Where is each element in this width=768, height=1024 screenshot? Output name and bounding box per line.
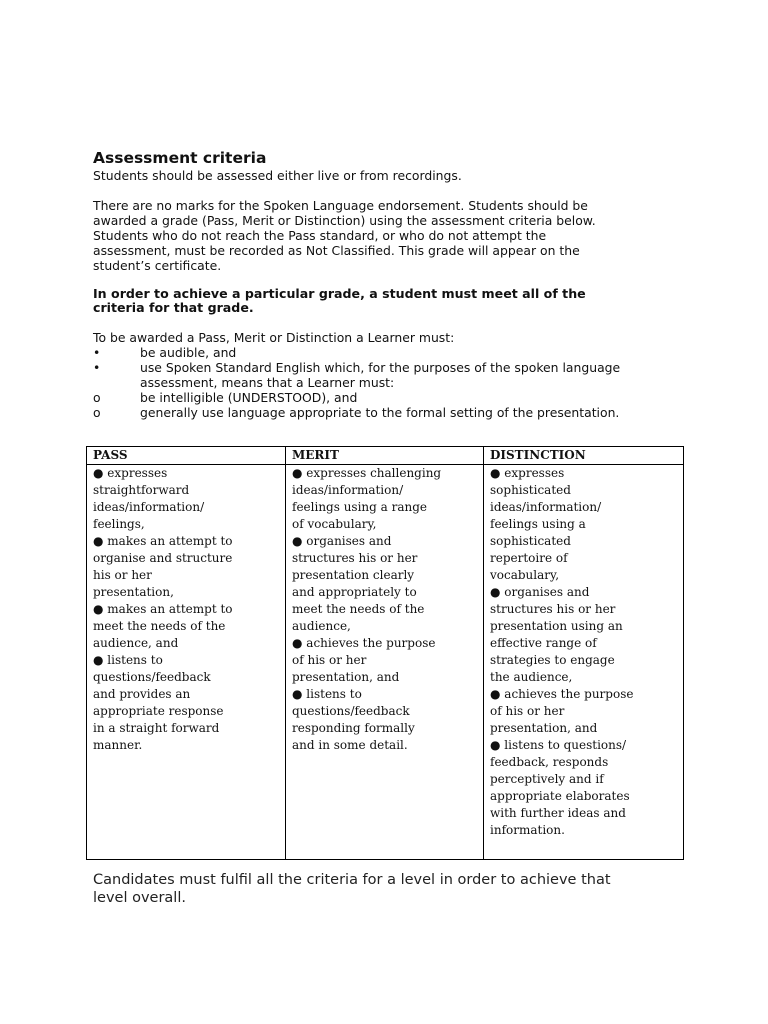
criteria-line: perceptively and if	[490, 772, 604, 786]
criteria-line: repertoire of	[490, 551, 568, 565]
list-item	[93, 405, 693, 420]
distinction-criteria-cell	[484, 465, 684, 860]
criteria-line: of vocabulary,	[292, 517, 377, 531]
list-item-text: be intelligible (UNDERSTOOD), and	[140, 390, 358, 405]
criteria-line: and appropriately to	[292, 585, 417, 599]
footer-note	[93, 871, 693, 907]
criteria-line: sophisticated	[490, 483, 571, 497]
criteria-table	[86, 446, 684, 860]
statement-line: criteria for that grade.	[93, 300, 254, 315]
sub-bullet-marker: o	[93, 390, 101, 405]
column-header-pass: PASS	[87, 447, 286, 465]
intro-text: Students should be assessed either live or from recordings.	[93, 168, 462, 183]
criteria-line: ● expresses	[93, 466, 168, 480]
criteria-line: questions/feedback	[292, 704, 410, 718]
paragraph-line: student’s certificate.	[93, 258, 222, 273]
list-item-text: generally use language appropriate to the formal setting of the presentation.	[140, 405, 620, 420]
criteria-line: ideas/information/	[93, 500, 205, 514]
criteria-line: ideas/information/	[490, 500, 602, 514]
paragraph-line: Students who do not reach the Pass standard, or who do not attempt the	[93, 228, 547, 243]
criteria-line: organise and structure	[93, 551, 233, 565]
list-item-text: assessment, means that a Learner must:	[140, 375, 395, 390]
bullet-marker: •	[93, 345, 101, 360]
criteria-line: information.	[490, 823, 565, 837]
paragraph-line: assessment, must be recorded as Not Classified. This grade will appear on the	[93, 243, 580, 258]
list-item-text: be audible, and	[140, 345, 237, 360]
criteria-line: questions/feedback	[93, 670, 211, 684]
criteria-line: presentation, and	[490, 721, 598, 735]
requirements-intro: To be awarded a Pass, Merit or Distinction a Learner must:	[93, 330, 455, 345]
criteria-line: meet the needs of the	[292, 602, 425, 616]
criteria-line: presentation,	[93, 585, 174, 599]
criteria-line: feedback, responds	[490, 755, 609, 769]
criteria-line: presentation using an	[490, 619, 623, 633]
column-header-distinction: DISTINCTION	[484, 447, 684, 465]
criteria-line: audience, and	[93, 636, 179, 650]
grade-requirement-statement	[93, 287, 693, 315]
footer-note-line: Candidates must fulfil all the criteria for a level in order to achieve that	[93, 872, 611, 888]
criteria-line: ● expresses	[490, 466, 565, 480]
criteria-line: ● listens to questions/	[490, 738, 627, 752]
criteria-line: of his or her	[490, 704, 565, 718]
criteria-line: manner.	[93, 738, 143, 752]
criteria-line: ideas/information/	[292, 483, 404, 497]
criteria-line: straightforward	[93, 483, 190, 497]
paragraph-line: awarded a grade (Pass, Merit or Distinction) using the assessment criteria below.	[93, 213, 596, 228]
criteria-line: and in some detail.	[292, 738, 408, 752]
criteria-line: ● makes an attempt to	[93, 602, 233, 616]
criteria-line: ● organises and	[490, 585, 590, 599]
list-item-text: use Spoken Standard English which, for the purposes of the spoken language	[140, 360, 621, 375]
criteria-line: effective range of	[490, 636, 597, 650]
criteria-line: audience,	[292, 619, 351, 633]
criteria-line: ● listens to	[93, 653, 163, 667]
criteria-line: ● expresses challenging	[292, 466, 442, 480]
criteria-line: ● achieves the purpose	[490, 687, 634, 701]
bullet-marker: •	[93, 360, 101, 375]
criteria-line: feelings using a	[490, 517, 586, 531]
criteria-line: vocabulary,	[490, 568, 560, 582]
footer-note-line: level overall.	[93, 890, 186, 906]
pass-criteria-cell	[87, 465, 286, 860]
criteria-line: of his or her	[292, 653, 367, 667]
criteria-line: presentation clearly	[292, 568, 415, 582]
criteria-line: ● makes an attempt to	[93, 534, 233, 548]
list-item	[93, 345, 693, 360]
list-item	[93, 360, 693, 375]
document-body	[93, 148, 693, 420]
criteria-line: presentation, and	[292, 670, 400, 684]
criteria-line: structures his or her	[292, 551, 418, 565]
criteria-line: structures his or her	[490, 602, 616, 616]
criteria-line: strategies to engage	[490, 653, 615, 667]
merit-criteria-cell	[286, 465, 484, 860]
criteria-line: meet the needs of the	[93, 619, 226, 633]
criteria-line: ● listens to	[292, 687, 362, 701]
criteria-line: in a straight forward	[93, 721, 220, 735]
criteria-line: ● organises and	[292, 534, 392, 548]
list-item	[93, 375, 693, 390]
paragraph-line: There are no marks for the Spoken Language endorsement. Students should be	[93, 198, 588, 213]
sub-bullet-marker: o	[93, 405, 101, 420]
criteria-line: with further ideas and	[490, 806, 626, 820]
page-title: Assessment criteria	[93, 149, 267, 167]
list-item	[93, 390, 693, 405]
criteria-line: appropriate elaborates	[490, 789, 630, 803]
criteria-line: feelings,	[93, 517, 145, 531]
criteria-line: responding formally	[292, 721, 415, 735]
criteria-line: appropriate response	[93, 704, 224, 718]
statement-line: In order to achieve a particular grade, a student must meet all of the	[93, 286, 586, 301]
criteria-line: ● achieves the purpose	[292, 636, 436, 650]
grading-paragraph	[93, 198, 693, 273]
criteria-line: his or her	[93, 568, 152, 582]
requirements-list	[93, 345, 693, 420]
criteria-line: the audience,	[490, 670, 573, 684]
criteria-line: feelings using a range	[292, 500, 428, 514]
criteria-line: sophisticated	[490, 534, 571, 548]
column-header-merit: MERIT	[286, 447, 484, 465]
criteria-line: and provides an	[93, 687, 191, 701]
table-row	[87, 465, 684, 860]
table-header-row	[87, 447, 684, 465]
